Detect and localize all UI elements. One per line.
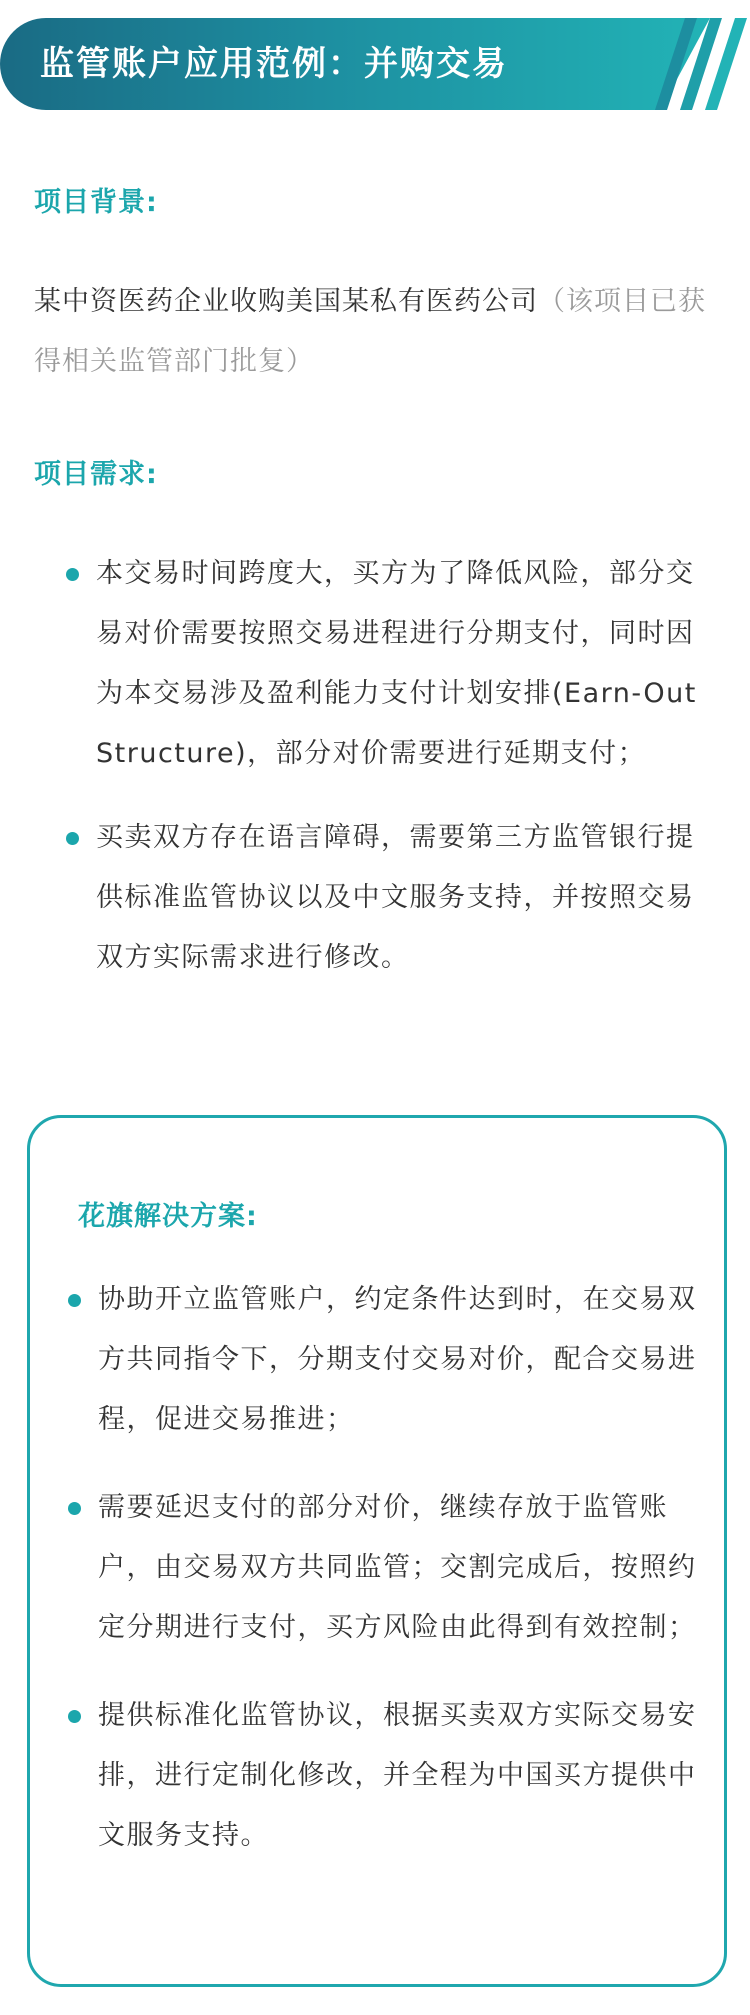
bullet-dot-icon [66, 568, 79, 581]
list-item [66, 808, 706, 988]
requirements-list [66, 544, 706, 988]
solution-text: 提供标准化监管协议，根据买卖双方实际交易安排，进行定制化修改，并全程为中国买方提供中文服务支持。 [98, 1700, 697, 1851]
list-item [68, 1478, 698, 1658]
requirements-heading: 项目需求: [34, 459, 158, 490]
page-title: 监管账户应用范例：并购交易 [40, 44, 508, 84]
decorative-stripes-icon [655, 18, 750, 110]
bullet-dot-icon [68, 1502, 81, 1515]
solution-heading: 花旗解决方案: [78, 1201, 258, 1232]
bullet-dot-icon [68, 1710, 81, 1723]
background-note: （该项目已获得相关监管部门批复） [34, 286, 706, 377]
list-item [68, 1686, 698, 1866]
list-item [68, 1270, 698, 1450]
solution-text: 需要延迟支付的部分对价，继续存放于监管账户，由交易双方共同监管；交割完成后，按照约定分期进行支付，买方风险由此得到有效控制； [98, 1492, 697, 1643]
solution-text: 协助开立监管账户，约定条件达到时，在交易双方共同指令下，分期支付交易对价，配合交易进程，促进交易推进； [98, 1284, 697, 1435]
background-heading: 项目背景: [34, 187, 158, 218]
background-paragraph [34, 272, 724, 392]
solution-list [68, 1270, 698, 1866]
solution-box [27, 1115, 727, 1987]
bullet-dot-icon [66, 832, 79, 845]
header-banner [0, 18, 750, 110]
requirement-text: 本交易时间跨度大，买方为了降低风险，部分交易对价需要按照交易进程进行分期支付，同时因为本交易涉及盈利能力支付计划安排(Earn-Out Structure)，部分对价需要进行延期支付； [96, 558, 697, 769]
background-text: 某中资医药企业收购美国某私有医药公司 [34, 286, 538, 317]
requirement-text: 买卖双方存在语言障碍，需要第三方监管银行提供标准监管协议以及中文服务支持，并按照交易双方实际需求进行修改。 [96, 822, 695, 973]
bullet-dot-icon [68, 1294, 81, 1307]
list-item [66, 544, 706, 784]
